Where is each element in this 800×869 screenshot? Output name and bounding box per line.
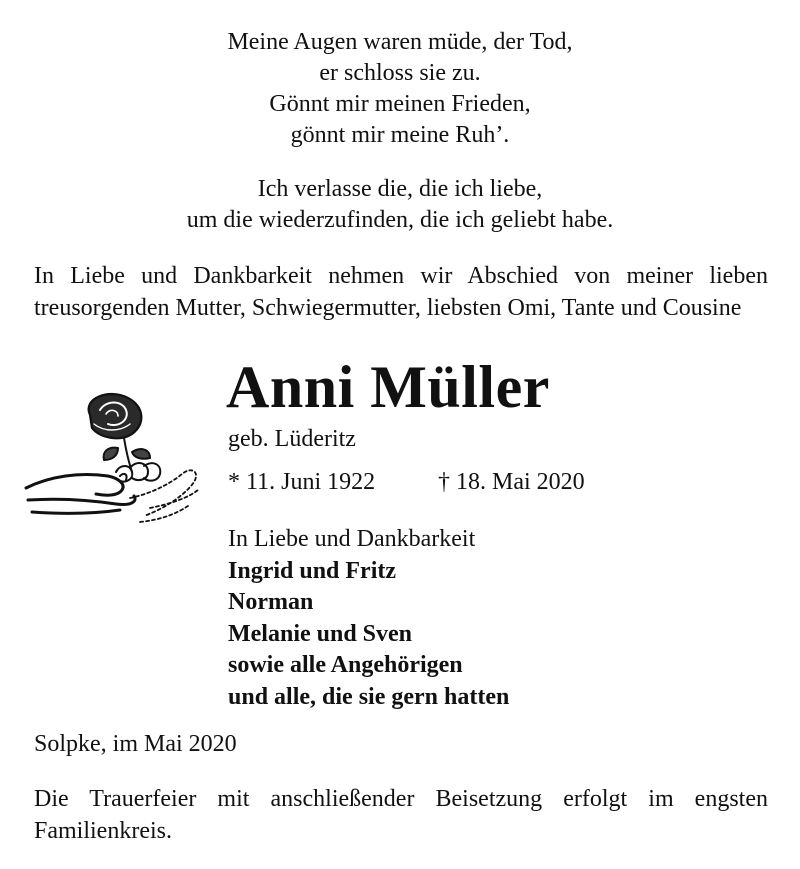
poem-line: gönnt mir meine Ruh’. — [290, 122, 510, 148]
mourners-intro: In Liebe und Dankbarkeit — [228, 526, 476, 552]
birth-date: * 11. Juni 1922 — [228, 469, 376, 495]
poem-line: Gönnt mir meinen Frieden, — [269, 91, 531, 117]
poem-line: Meine Augen waren müde, der Tod, — [227, 29, 573, 55]
poem-line: um die wiederzufinden, die ich geliebt habe. — [186, 207, 614, 233]
mourner-name: Ingrid und Fritz — [228, 557, 397, 584]
funeral-notice: Die Trauerfeier mit anschließender Beisetzung erfolgt im engsten Familienkreis. — [34, 786, 768, 844]
poem-line: Ich verlasse die, die ich liebe, — [257, 176, 543, 202]
deceased-name: Anni Müller — [226, 354, 550, 420]
maiden-name: geb. Lüderitz — [228, 426, 356, 452]
mourner-name: Melanie und Sven — [228, 620, 413, 647]
mourner-name: Norman — [228, 589, 314, 615]
mourners-block — [228, 524, 509, 713]
mourner-name: und alle, die sie gern hatten — [228, 683, 510, 710]
rose-in-hands-icon — [20, 380, 220, 530]
farewell-intro-text: In Liebe und Dankbarkeit nehmen wir Abschied von meiner lieben treusorgenden Mutter, Schwiegermutter, liebsten Omi, Tante und Cousine — [34, 263, 768, 321]
poem-line: er schloss sie zu. — [319, 60, 481, 86]
death-date: † 18. Mai 2020 — [438, 469, 585, 495]
poem-stanza-2 — [0, 174, 800, 236]
poem-stanza-1 — [0, 27, 800, 151]
place-and-date: Solpke, im Mai 2020 — [34, 731, 237, 757]
mourner-name: sowie alle Angehörigen — [228, 652, 463, 678]
